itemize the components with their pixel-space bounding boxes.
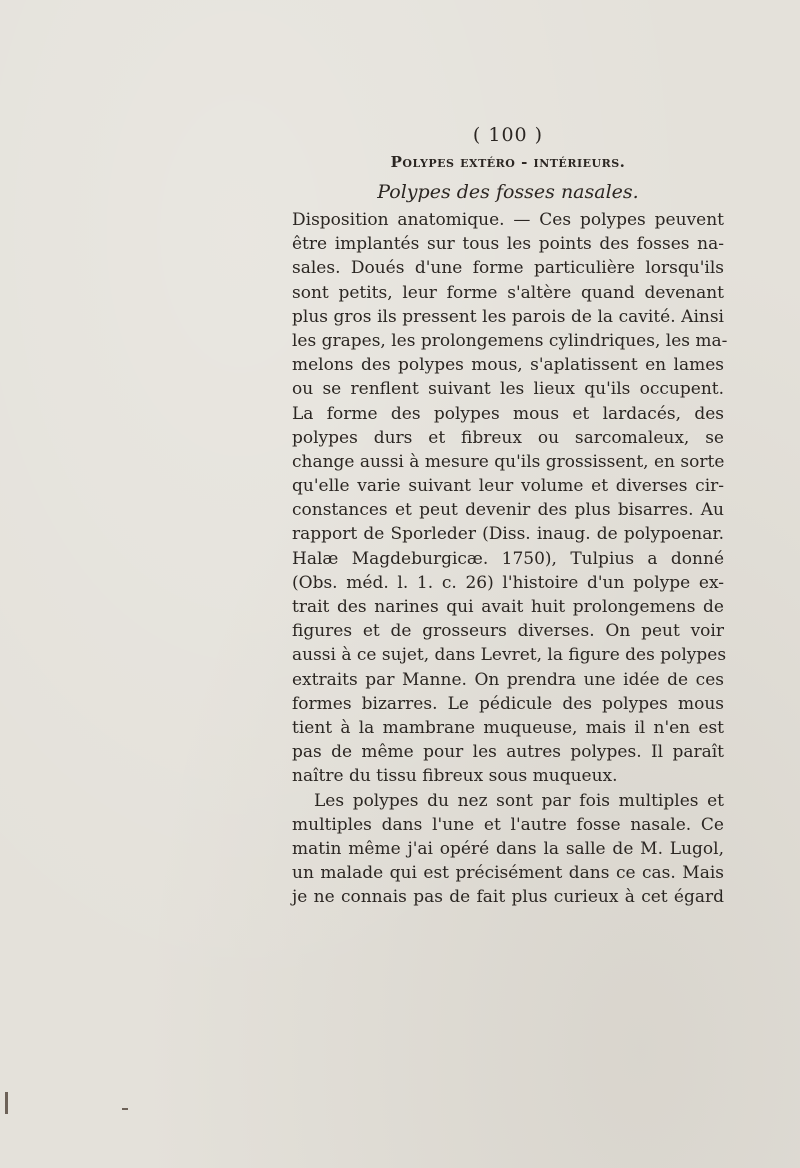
text-line: Halæ Magdeburgicæ. 1750), Tulpius a donné: [292, 548, 724, 569]
text-line: être implantés sur tous les points des fosses na-: [292, 234, 724, 255]
text-line: formes bizarres. Le pédicule des polypes mous: [292, 693, 724, 714]
text-line: naître du tissu fibreux sous muqueux.: [292, 766, 618, 787]
page-number: ( 100 ): [472, 124, 544, 146]
text-line: sont petits, leur forme s'altère quand devenant: [292, 282, 724, 303]
text-line: ou se renflent suivant les lieux qu'ils occupent.: [292, 379, 724, 400]
text-line: figures et de grosseurs diverses. On peut voir: [292, 621, 724, 642]
section-heading: Polypes extéro - intérieurs.: [390, 153, 626, 171]
text-line: (Obs. méd. l. 1. c. 26) l'histoire d'un polype ex-: [292, 572, 724, 593]
text-line: extraits par Manne. On prendra une idée de ces: [292, 669, 724, 690]
text-line: pas de même pour les autres polypes. Il paraît: [292, 742, 724, 763]
text-line: Disposition anatomique. — Ces polypes peuvent: [292, 210, 724, 230]
text-line: matin même j'ai opéré dans la salle de M. Lugol,: [292, 838, 724, 859]
text-line: multiples dans l'une et l'autre fosse nasale. Ce: [292, 814, 724, 835]
text-line: constances et peut devenir des plus bisarres. Au: [292, 500, 724, 521]
paragraph: [292, 208, 728, 789]
text-line: un malade qui est précisément dans ce cas. Mais: [292, 863, 724, 884]
text-line: tient à la mambrane muqueuse, mais il n'en est: [292, 717, 724, 738]
text-line: polypes durs et fibreux ou sarcomaleux, se: [292, 427, 724, 448]
text-line: melons des polypes mous, s'aplatissent en lames: [292, 355, 724, 376]
text-line: change aussi à mesure qu'ils grossissent, en sorte: [292, 451, 725, 472]
text-line: rapport de Sporleder (Diss. inaug. de polypoenar.: [292, 524, 724, 545]
text-block: [292, 122, 728, 909]
text-line: aussi à ce sujet, dans Levret, la figure des polypes: [292, 645, 727, 666]
text-line: les grapes, les prolongemens cylindriques, les ma-: [292, 330, 728, 351]
text-line: plus gros ils pressent les parois de la cavité. Ainsi: [292, 306, 724, 327]
text-line: La forme des polypes mous et lardacés, des: [292, 403, 724, 424]
subheading: Polypes des fosses nasales.: [377, 181, 639, 203]
text-line: trait des narines qui avait huit prolongemens de: [292, 597, 724, 617]
text-line: sales. Doués d'une forme particulière lorsqu'ils: [292, 258, 724, 279]
margin-mark: [122, 1108, 128, 1110]
text-line: qu'elle varie suivant leur volume et diverses cir-: [292, 476, 724, 497]
margin-mark: [5, 1092, 8, 1114]
paragraph: [292, 789, 724, 910]
text-line: Les polypes du nez sont par fois multiples et: [314, 790, 724, 811]
text-line: je ne connais pas de fait plus curieux à cet égard: [292, 887, 724, 908]
